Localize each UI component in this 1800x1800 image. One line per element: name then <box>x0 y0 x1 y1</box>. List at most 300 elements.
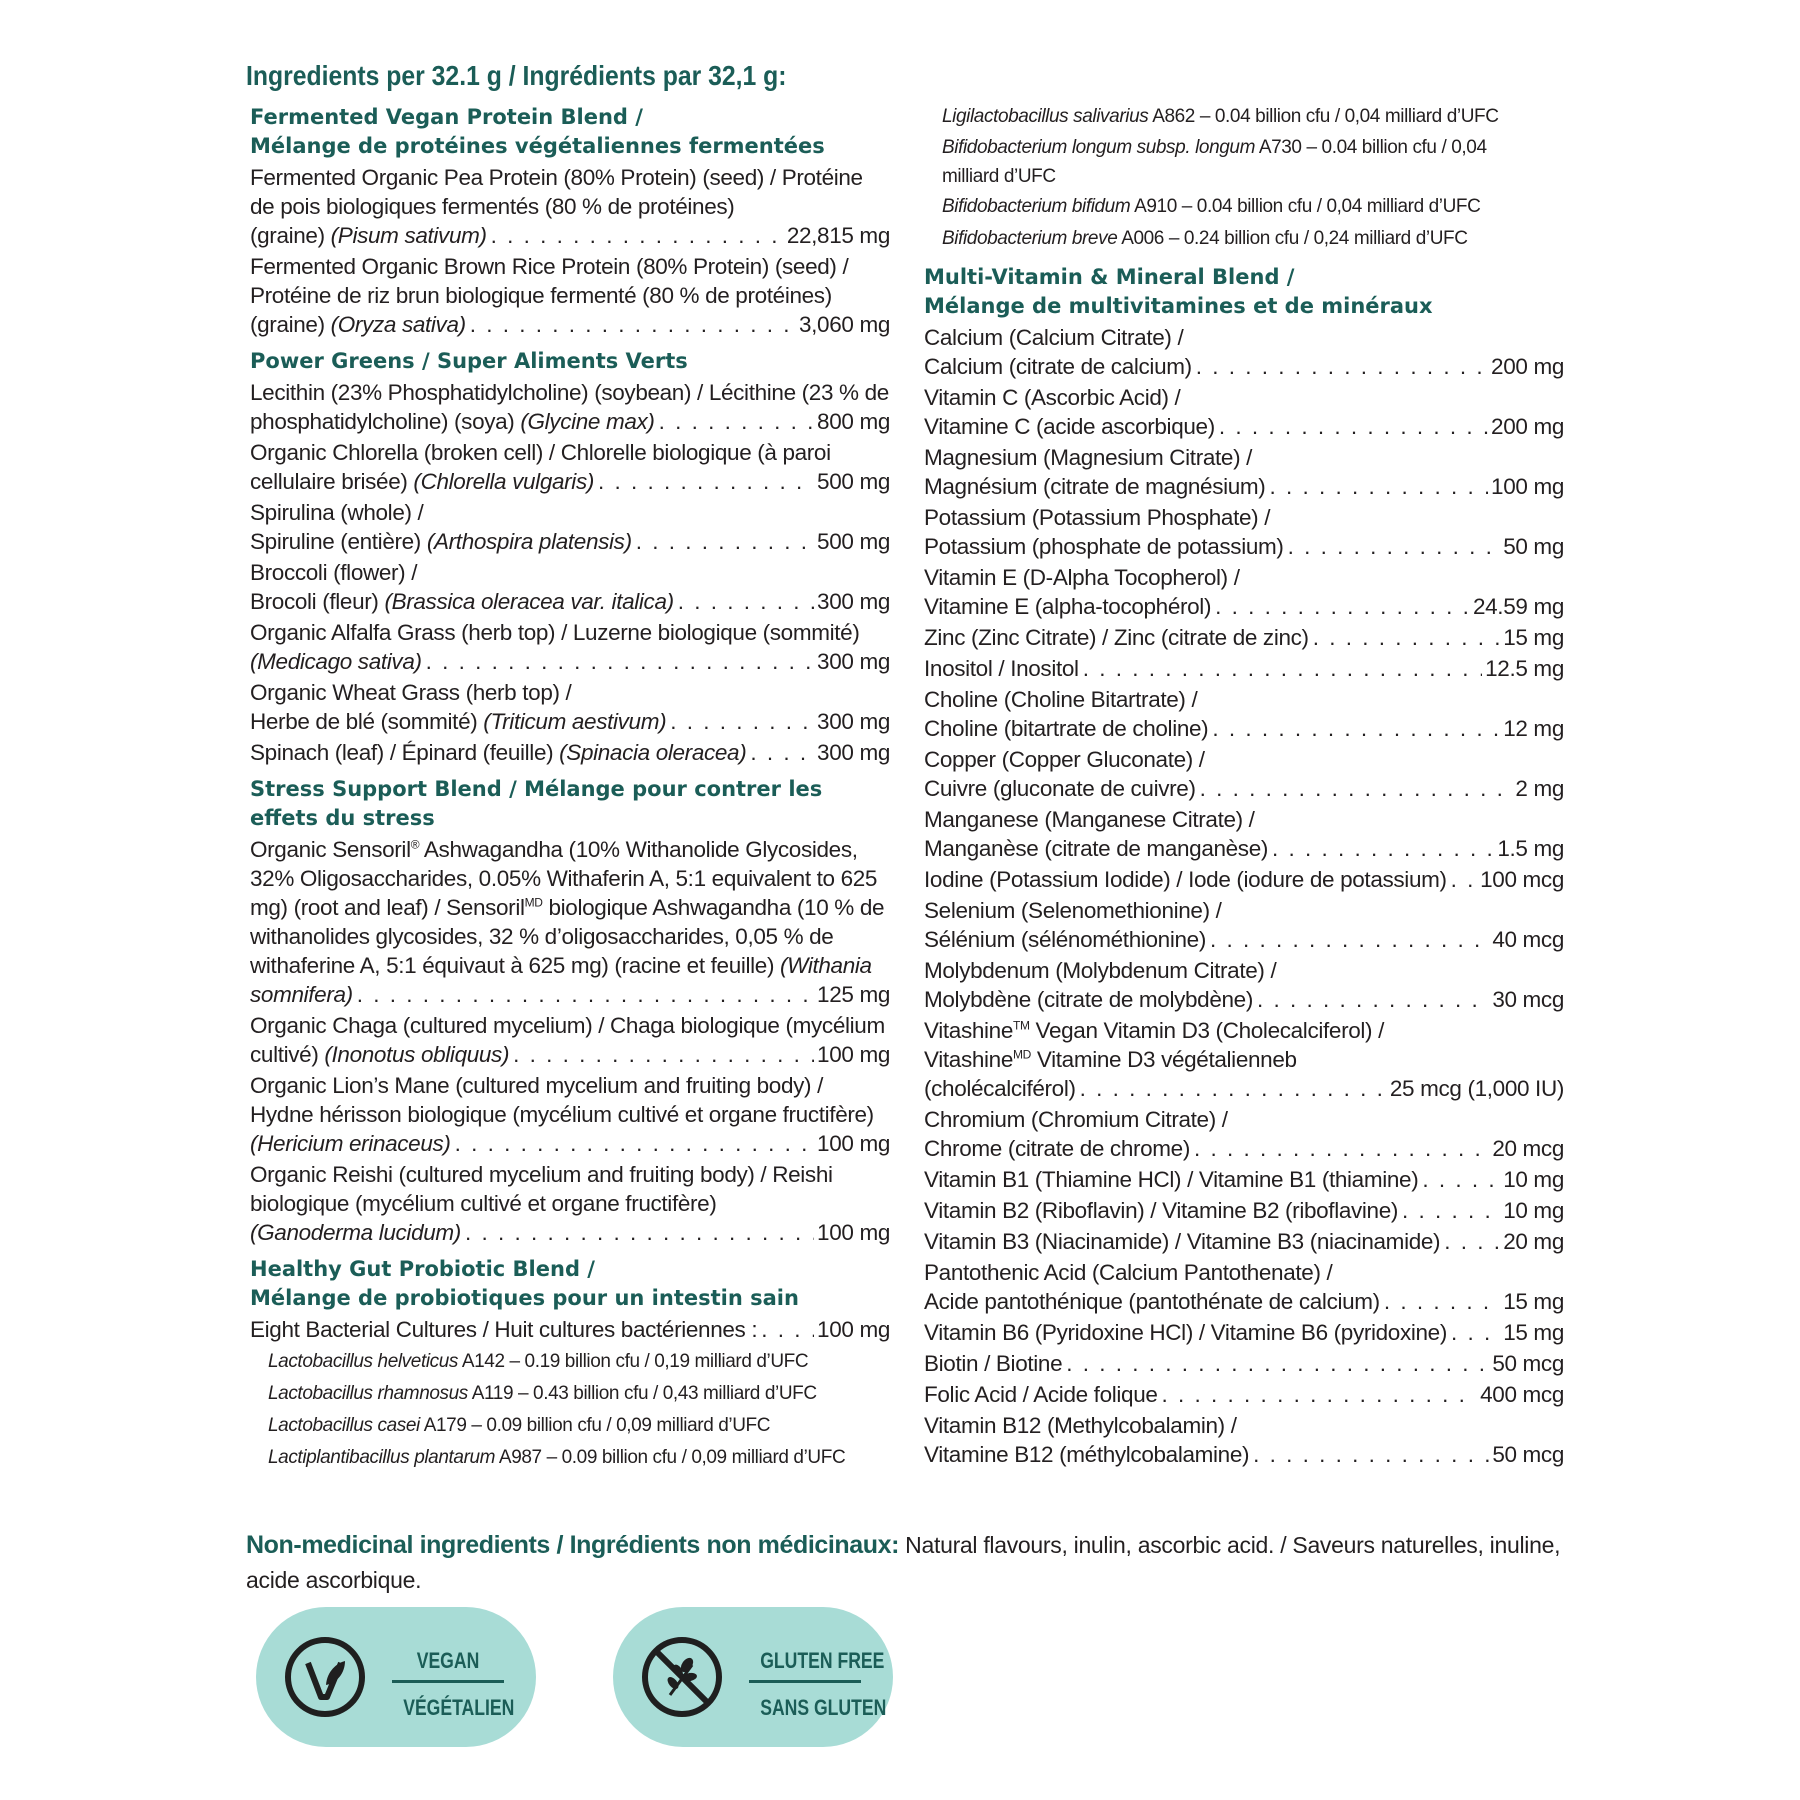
page-title: Ingredients per 32.1 g / Ingrédients par 32,1 g: <box>246 60 787 91</box>
ingredient-last-line <box>924 1440 1564 1469</box>
ingredient-amount: 30 mcg <box>1492 987 1564 1012</box>
strain-item <box>942 133 1502 191</box>
ingredient-text: Organic Chlorella (broken cell) / Chlorelle biologique (à paroi <box>250 440 831 465</box>
strain-item <box>268 1442 890 1474</box>
dot-leader <box>1257 985 1489 1014</box>
ingredient-amount: 800 mg <box>817 409 890 434</box>
ingredient-text: Vitamin B12 (Methylcobalamin) / <box>924 1413 1237 1438</box>
left-column <box>250 103 890 1474</box>
ingredient-text-part: Vitamin B1 (Thiamine HCl) / Vitamine B1 (thiamine) <box>924 1167 1419 1192</box>
heading-line: Power Greens / Super Aliments Verts <box>250 349 688 373</box>
ingredient-last-line <box>250 647 890 676</box>
ingredient-item <box>924 956 1564 1014</box>
ingredient-text: Calcium (Calcium Citrate) / <box>924 325 1184 350</box>
ingredient-item <box>924 1258 1564 1316</box>
ingredient-text-part: biologique Ashwagandha (10 % de withanolides glycosides, 32 % d’oligosaccharides, 0,05 % de withaferine A, 5:1 équivaut à 625 mg) (racine et feuille) <box>250 895 885 978</box>
ingredient-amount: 15 mg <box>1503 1320 1564 1345</box>
strain-list <box>942 101 1502 255</box>
dot-leader <box>1194 1134 1489 1163</box>
ingredient-text: Magnesium (Magnesium Citrate) / <box>924 445 1253 470</box>
ingredient-vitamin-d3 <box>924 1016 1564 1103</box>
ingredient-last-line <box>924 865 1564 894</box>
strain-item <box>942 191 1502 223</box>
ingredient-amount: 25 mcg (1,000 IU) <box>1389 1076 1564 1101</box>
ingredient-last-line <box>924 1287 1564 1316</box>
dot-leader <box>1313 623 1501 652</box>
ingredient-item <box>924 323 1564 381</box>
ingredient-last-line <box>924 925 1564 954</box>
ingredient-text: Organic Alfalfa Grass (herb top) / Luzerne biologique (sommité) <box>250 620 860 645</box>
ingredient-text: Organic Chaga (cultured mycelium) / Chaga biologique (mycélium <box>250 1013 885 1038</box>
heading-line: Mélange de probiotiques pour un intestin sain <box>250 1286 799 1310</box>
badge-label-bottom: SANS GLUTEN <box>760 1695 887 1720</box>
strain-latin-name: Bifidobacterium longum subsp. longum <box>942 137 1255 158</box>
ingredient-last-line <box>250 1129 890 1158</box>
strain-latin-name: Lactobacillus helveticus <box>268 1351 459 1372</box>
ingredient-text <box>924 1196 1398 1225</box>
ingredient-text <box>924 1165 1418 1194</box>
badge-divider <box>392 1680 504 1683</box>
ingredient-text <box>250 310 466 339</box>
ingredient-last-line <box>924 1165 1564 1194</box>
ingredient-item <box>250 1315 890 1344</box>
heading-line: Mélange de protéines végétaliennes fermentées <box>250 134 825 158</box>
ingredient-text-part: Vitamin B6 (Pyridoxine HCl) / Vitamine B6 (pyridoxine) <box>924 1320 1447 1345</box>
ingredient-last-line <box>250 587 890 616</box>
dot-leader <box>1288 532 1501 561</box>
ingredient-text: Pantothenic Acid (Calcium Pantothenate) / <box>924 1260 1333 1285</box>
ingredient-last-line <box>924 714 1564 743</box>
strain-count: A142 – 0.19 billion cfu / 0,19 milliard d’UFC <box>458 1351 809 1372</box>
ingredient-text <box>924 654 1079 683</box>
heading-line: Multi-Vitamin & Mineral Blend / <box>924 265 1295 289</box>
no-wheat-icon <box>640 1635 724 1719</box>
ingredient-last-line <box>250 707 890 736</box>
ingredient-last-line <box>250 738 890 767</box>
ingredient-last-line <box>250 221 890 250</box>
ingredient-text <box>250 407 655 436</box>
dot-leader <box>1196 352 1488 381</box>
dot-leader <box>1210 925 1489 954</box>
strain-latin-name: Lactobacillus casei <box>268 1415 420 1436</box>
dot-leader <box>1080 1074 1387 1103</box>
ingredient-text <box>924 1380 1158 1409</box>
ingredient-text <box>924 1318 1447 1347</box>
ingredient-text-part: Acide pantothénique (pantothénate de calcium) <box>924 1289 1380 1314</box>
dot-leader <box>1451 865 1478 894</box>
ingredient-text-part: Calcium (citrate de calcium) <box>924 354 1192 379</box>
non-medicinal-label: Non-medicinal ingredients / Ingrédients non médicinaux: <box>246 1531 900 1559</box>
ingredient-amount: 50 mcg <box>1492 1442 1564 1467</box>
ingredient-text <box>250 587 674 616</box>
ingredient-text-part: Brocoli (fleur) <box>250 589 385 614</box>
non-medicinal-text: Natural flavours, inulin, ascorbic acid. / Saveurs naturelles, inuline, acide ascorbique. <box>246 1532 1561 1593</box>
ingredient-text: Chromium (Chromium Citrate) / <box>924 1107 1228 1132</box>
ingredient-last-line <box>924 412 1564 441</box>
section-heading-greens <box>250 347 890 376</box>
ingredient-text: Choline (Choline Bitartrate) / <box>924 687 1198 712</box>
vitamin-list <box>924 1105 1564 1469</box>
ingredient-amount: 40 mcg <box>1492 927 1564 952</box>
ingredient-last-line <box>924 1074 1564 1103</box>
badge-divider <box>749 1680 861 1683</box>
ingredient-item <box>250 252 890 339</box>
ingredient-text <box>250 1315 757 1344</box>
ingredient-text <box>924 412 1215 441</box>
ingredient-text-part: Molybdène (citrate de molybdène) <box>924 987 1253 1012</box>
ingredient-last-line <box>924 1134 1564 1163</box>
ingredient-text <box>924 1349 1062 1378</box>
ingredient-last-line <box>250 1218 890 1247</box>
strain-count: A006 – 0.24 billion cfu / 0,24 milliard d’UFC <box>1117 228 1468 249</box>
strain-item <box>268 1378 890 1410</box>
ingredient-text <box>924 1016 1564 1045</box>
ingredient-amount: 400 mcg <box>1480 1382 1564 1407</box>
dot-leader <box>1212 714 1500 743</box>
ingredient-amount: 300 mg <box>817 649 890 674</box>
ingredient-text-part: Organic Sensoril <box>250 837 411 862</box>
ingredient-text-part: cellulaire brisée) <box>250 469 414 494</box>
ingredient-amount: 300 mg <box>817 740 890 765</box>
strain-count: A119 – 0.43 billion cfu / 0,43 milliard d’UFC <box>467 1383 817 1404</box>
ingredient-amount: 100 mg <box>817 1317 890 1342</box>
strain-item <box>942 101 1502 133</box>
ingredient-text: Fermented Organic Brown Rice Protein (80% Protein) (seed) / Protéine de riz brun biologique fermenté (80 % de protéines) <box>250 254 849 308</box>
ingredient-text <box>924 472 1265 501</box>
heading-line: Healthy Gut Probiotic Blend / <box>250 1257 595 1281</box>
ingredient-text-part: Choline (bitartrate de choline) <box>924 716 1209 741</box>
ingredient-text <box>924 1045 1564 1074</box>
ingredient-last-line <box>250 1040 890 1069</box>
ingredient-amount: 50 mg <box>1503 534 1564 559</box>
dot-leader <box>636 527 814 556</box>
ingredient-text-part: Spiruline (entière) <box>250 529 427 554</box>
strain-count: A730 – 0.04 billion cfu / 0,04 milliard d’UFC <box>942 137 1487 187</box>
ingredient-last-line <box>924 1196 1564 1225</box>
ingredient-last-line <box>250 527 890 556</box>
ingredient-text-part: Herbe de blé (sommité) <box>250 709 484 734</box>
ingredient-amount: 20 mg <box>1503 1229 1564 1254</box>
ingredient-text-part: (graine) <box>250 312 331 337</box>
ingredient-text: Organic Reishi (cultured mycelium and fruiting body) / Reishi biologique (mycélium cultivé et organe fructifère) <box>250 1162 833 1216</box>
ingredient-text-part: phosphatidylcholine) (soya) <box>250 409 521 434</box>
ingredient-text-part: Potassium (phosphate de potassium) <box>924 534 1284 559</box>
ingredient-text <box>924 1134 1190 1163</box>
dot-leader <box>1066 1349 1489 1378</box>
ingredient-amount: 15 mg <box>1503 625 1564 650</box>
ingredient-text <box>924 714 1208 743</box>
ingredient-item <box>924 1349 1564 1378</box>
probiotic-list <box>250 1315 890 1344</box>
ingredient-last-line <box>250 980 890 1009</box>
ingredient-text: Copper (Copper Gluconate) / <box>924 747 1205 772</box>
ingredient-item <box>924 1105 1564 1163</box>
strain-count: A179 – 0.09 billion cfu / 0,09 milliard d’UFC <box>419 1415 771 1436</box>
ingredient-item <box>250 618 890 676</box>
dot-leader <box>598 467 814 496</box>
ingredient-text-part: Folic Acid / Acide folique <box>924 1382 1158 1407</box>
ingredient-text: Vitamin C (Ascorbic Acid) / <box>924 385 1181 410</box>
ingredient-amount: 15 mg <box>1503 1289 1564 1314</box>
ingredient-amount: 300 mg <box>817 589 890 614</box>
strain-count: A862 – 0.04 billion cfu / 0,04 milliard d’UFC <box>1148 106 1499 127</box>
ingredient-amount: 100 mg <box>1491 474 1564 499</box>
ingredient-last-line <box>924 654 1564 683</box>
ingredient-last-line <box>924 834 1564 863</box>
ingredient-text: Organic Wheat Grass (herb top) / <box>250 680 572 705</box>
brand-name: Vitashine <box>924 1018 1014 1043</box>
strain-item <box>268 1410 890 1442</box>
dot-leader <box>513 1040 814 1069</box>
ingredient-item <box>250 1160 890 1247</box>
ingredient-amount: 300 mg <box>817 709 890 734</box>
ingredient-item <box>924 383 1564 441</box>
ingredient-last-line <box>924 532 1564 561</box>
md-mark: MD <box>1013 1047 1031 1062</box>
ingredient-amount: 12 mg <box>1503 716 1564 741</box>
ingredient-text: Fermented Organic Pea Protein (80% Protein) (seed) / Protéine de pois biologiques fermentés (80 % de protéines) <box>250 165 863 219</box>
ingredient-item <box>924 1318 1564 1347</box>
md-mark: MD <box>524 895 543 910</box>
ingredient-last-line <box>924 352 1564 381</box>
ingredient-text <box>250 1040 509 1069</box>
ingredient-text: (cholécalciférol) <box>924 1076 1076 1101</box>
ingredient-text-part: Spinach (leaf) / Épinard (feuille) <box>250 740 560 765</box>
ingredient-amount: 22,815 mg <box>786 223 890 248</box>
ingredient-text: Broccoli (flower) / <box>250 560 418 585</box>
dot-leader <box>1162 1380 1478 1409</box>
ingredient-text-part: Biotin / Biotine <box>924 1351 1063 1376</box>
ingredient-item <box>250 498 890 556</box>
ingredient-item <box>924 1196 1564 1225</box>
ingredient-text-part: Vitamin B3 (Niacinamide) / Vitamine B3 (niacinamide) <box>924 1229 1441 1254</box>
dot-leader <box>1272 834 1494 863</box>
ingredient-last-line <box>924 592 1564 621</box>
heading-line: Fermented Vegan Protein Blend / <box>250 105 643 129</box>
ingredient-amount: 125 mg <box>817 982 890 1007</box>
dot-leader <box>357 980 814 1009</box>
ingredient-last-line <box>250 310 890 339</box>
ingredient-text-part: cultivé) <box>250 1042 325 1067</box>
strain-latin-name: Lactobacillus rhamnosus <box>268 1383 468 1404</box>
ingredient-item <box>250 163 890 250</box>
ingredient-text-part: Vegan Vitamin D3 (Cholecalciferol) / <box>1029 1018 1384 1043</box>
ingredient-text <box>924 774 1196 803</box>
ingredient-text <box>250 467 594 496</box>
protein-list <box>250 163 890 339</box>
ingredient-text-part: Magnésium (citrate de magnésium) <box>924 474 1266 499</box>
ingredient-last-line <box>924 1349 1564 1378</box>
ingredient-amount: 10 mg <box>1503 1198 1564 1223</box>
ingredient-amount: 500 mg <box>817 529 890 554</box>
ingredient-last-line <box>924 472 1564 501</box>
vitamin-list <box>924 323 1564 1014</box>
gluten-free-badge <box>613 1607 893 1747</box>
dot-leader <box>426 647 814 676</box>
latin-name: (Chlorella vulgaris) <box>413 469 594 494</box>
ingredient-text <box>250 980 353 1009</box>
ingredient-text <box>250 647 422 676</box>
ingredient-item <box>250 738 890 767</box>
dot-leader <box>1444 1227 1500 1256</box>
dot-leader <box>1219 412 1488 441</box>
ingredient-text <box>250 1218 461 1247</box>
ingredient-text <box>250 1129 451 1158</box>
latin-name: (Oryza sativa) <box>330 312 466 337</box>
ingredient-item <box>250 438 890 496</box>
dot-leader <box>465 1218 814 1247</box>
ingredient-text-part: Inositol / Inositol <box>924 656 1079 681</box>
ingredient-amount: 12.5 mg <box>1485 656 1564 681</box>
ingredient-last-line <box>250 407 890 436</box>
tm-mark: TM <box>1013 1018 1030 1033</box>
strain-latin-name: Ligilactobacillus salivarius <box>942 106 1149 127</box>
ingredient-item <box>924 623 1564 652</box>
dot-leader <box>491 221 784 250</box>
latin-name: (Spinacia oleracea) <box>559 740 747 765</box>
ingredient-amount: 1.5 mg <box>1497 836 1564 861</box>
strain-count: A987 – 0.09 billion cfu / 0,09 milliard d’UFC <box>495 1447 846 1468</box>
ingredient-text <box>924 834 1268 863</box>
ingredient-item <box>250 558 890 616</box>
ingredient-item <box>924 563 1564 621</box>
badge-label-top: GLUTEN FREE <box>760 1648 885 1673</box>
ingredient-text-part: (graine) <box>250 223 331 248</box>
dot-leader <box>1083 654 1482 683</box>
badge-label-bottom: VÉGÉTALIEN <box>403 1695 515 1720</box>
ingredient-text-part: Sélénium (sélénométhionine) <box>924 927 1206 952</box>
heading-line: effets du stress <box>250 806 435 830</box>
dot-leader <box>670 707 814 736</box>
ingredient-text-part: Vitamine B12 (méthylcobalamine) <box>924 1442 1250 1467</box>
ingredient-text-part: Chrome (citrate de chrome) <box>924 1136 1190 1161</box>
ingredient-item <box>924 1380 1564 1409</box>
dot-leader <box>761 1315 814 1344</box>
strain-item <box>268 1346 890 1378</box>
stress-list <box>250 1011 890 1247</box>
ingredient-last-line <box>924 1227 1564 1256</box>
right-column <box>924 103 1564 1469</box>
ingredient-amount: 200 mg <box>1491 354 1564 379</box>
ingredient-item <box>250 678 890 736</box>
ingredient-text <box>924 1440 1249 1469</box>
ingredient-text <box>250 738 746 767</box>
ingredient-item <box>924 654 1564 683</box>
dot-leader <box>659 407 814 436</box>
dot-leader <box>750 738 814 767</box>
ingredient-text-part: Vitamine E (alpha-tocophérol) <box>924 594 1212 619</box>
strain-latin-name: Lactiplantibacillus plantarum <box>268 1447 496 1468</box>
strain-latin-name: Bifidobacterium bifidum <box>942 196 1131 217</box>
dot-leader <box>1402 1196 1500 1225</box>
ingredient-text <box>924 592 1211 621</box>
ingredient-item <box>924 896 1564 954</box>
ingredient-amount: 3,060 mg <box>798 312 890 337</box>
ingredient-text-part: Iodine (Potassium Iodide) / Iode (iodure de potassium) <box>924 867 1447 892</box>
strain-latin-name: Bifidobacterium breve <box>942 228 1118 249</box>
dot-leader <box>1200 774 1513 803</box>
ingredient-last-line <box>250 467 890 496</box>
greens-list <box>250 378 890 767</box>
ingredient-amount: 50 mcg <box>1492 1351 1564 1376</box>
dot-leader <box>1384 1287 1500 1316</box>
ingredient-item <box>250 1011 890 1069</box>
ingredient-last-line <box>924 1318 1564 1347</box>
latin-name: (Triticum aestivum) <box>483 709 667 734</box>
ingredient-text: Lecithin (23% Phosphatidylcholine) (soybean) / Lécithine (23 % de <box>250 380 889 405</box>
badge-label-top: VEGAN <box>416 1648 480 1673</box>
section-heading-protein <box>250 103 890 161</box>
dot-leader <box>1253 1440 1489 1469</box>
ingredient-text-part: Manganèse (citrate de manganèse) <box>924 836 1269 861</box>
latin-name: (Arthospira platensis) <box>426 529 632 554</box>
ingredient-text: Spirulina (whole) / <box>250 500 424 525</box>
ingredient-text-part: Eight Bacterial Cultures / Huit cultures bactériennes : <box>250 1317 758 1342</box>
ingredient-amount: 100 mg <box>817 1220 890 1245</box>
ingredient-last-line <box>924 623 1564 652</box>
ingredient-text: Manganese (Manganese Citrate) / <box>924 807 1255 832</box>
strain-item <box>942 223 1502 255</box>
ingredient-amount: 10 mg <box>1503 1167 1564 1192</box>
ingredient-text-part: Zinc (Zinc Citrate) / Zinc (citrate de zinc) <box>924 625 1309 650</box>
section-heading-stress <box>250 775 890 833</box>
ingredient-item <box>924 745 1564 803</box>
ingredient-item <box>250 378 890 436</box>
ingredient-text-part: Ashwagandha (10% Withanolide Glycosides, 32% Oligosaccharides, 0.05% Withaferin A, 5:1 equivalent to 625 mg) (root and leaf) / Sensoril <box>250 837 878 920</box>
ingredient-item <box>924 865 1564 894</box>
ingredient-item <box>924 1227 1564 1256</box>
ingredient-text <box>924 623 1309 652</box>
ingredient-text <box>924 925 1206 954</box>
ingredient-text-part: Vitamin B2 (Riboflavin) / Vitamine B2 (riboflavine) <box>924 1198 1399 1223</box>
ingredient-last-line <box>250 1315 890 1344</box>
ingredient-amount: 20 mcg <box>1492 1136 1564 1161</box>
section-heading-probiotic <box>250 1255 890 1313</box>
ingredient-text: Molybdenum (Molybdenum Citrate) / <box>924 958 1277 983</box>
ingredient-text-part: Vitamine C (acide ascorbique) <box>924 414 1215 439</box>
ingredient-text <box>250 527 632 556</box>
non-medicinal-ingredients <box>246 1528 1566 1598</box>
ingredient-item <box>924 805 1564 863</box>
ingredient-amount: 100 mg <box>817 1131 890 1156</box>
ingredient-text <box>924 352 1192 381</box>
dot-leader <box>678 587 814 616</box>
ingredient-last-line <box>924 1380 1564 1409</box>
latin-name: (Medicago sativa) <box>250 649 422 674</box>
heading-line: Stress Support Blend / Mélange pour contrer les <box>250 777 823 801</box>
ingredient-text <box>250 221 487 250</box>
latin-name: (Withania <box>780 953 872 978</box>
ingredient-text <box>924 1227 1440 1256</box>
heading-line: Mélange de multivitamines et de minéraux <box>924 294 1433 318</box>
ingredient-amount: 24.59 mg <box>1472 594 1564 619</box>
dot-leader <box>1269 472 1488 501</box>
ingredient-text <box>924 865 1447 894</box>
ingredient-item <box>924 685 1564 743</box>
dot-leader <box>1422 1165 1500 1194</box>
registered-mark: ® <box>410 837 420 852</box>
ingredient-amount: 100 mcg <box>1480 867 1564 892</box>
ingredient-ashwagandha <box>250 835 890 1009</box>
section-heading-vitamins <box>924 263 1564 321</box>
ingredient-text: Vitamin E (D-Alpha Tocopherol) / <box>924 565 1240 590</box>
ingredient-item <box>924 1411 1564 1469</box>
ingredient-amount: 500 mg <box>817 469 890 494</box>
latin-name: (Pisum sativum) <box>330 223 487 248</box>
ingredient-item <box>924 443 1564 501</box>
latin-name: (Glycine max) <box>520 409 655 434</box>
ingredient-item <box>924 503 1564 561</box>
